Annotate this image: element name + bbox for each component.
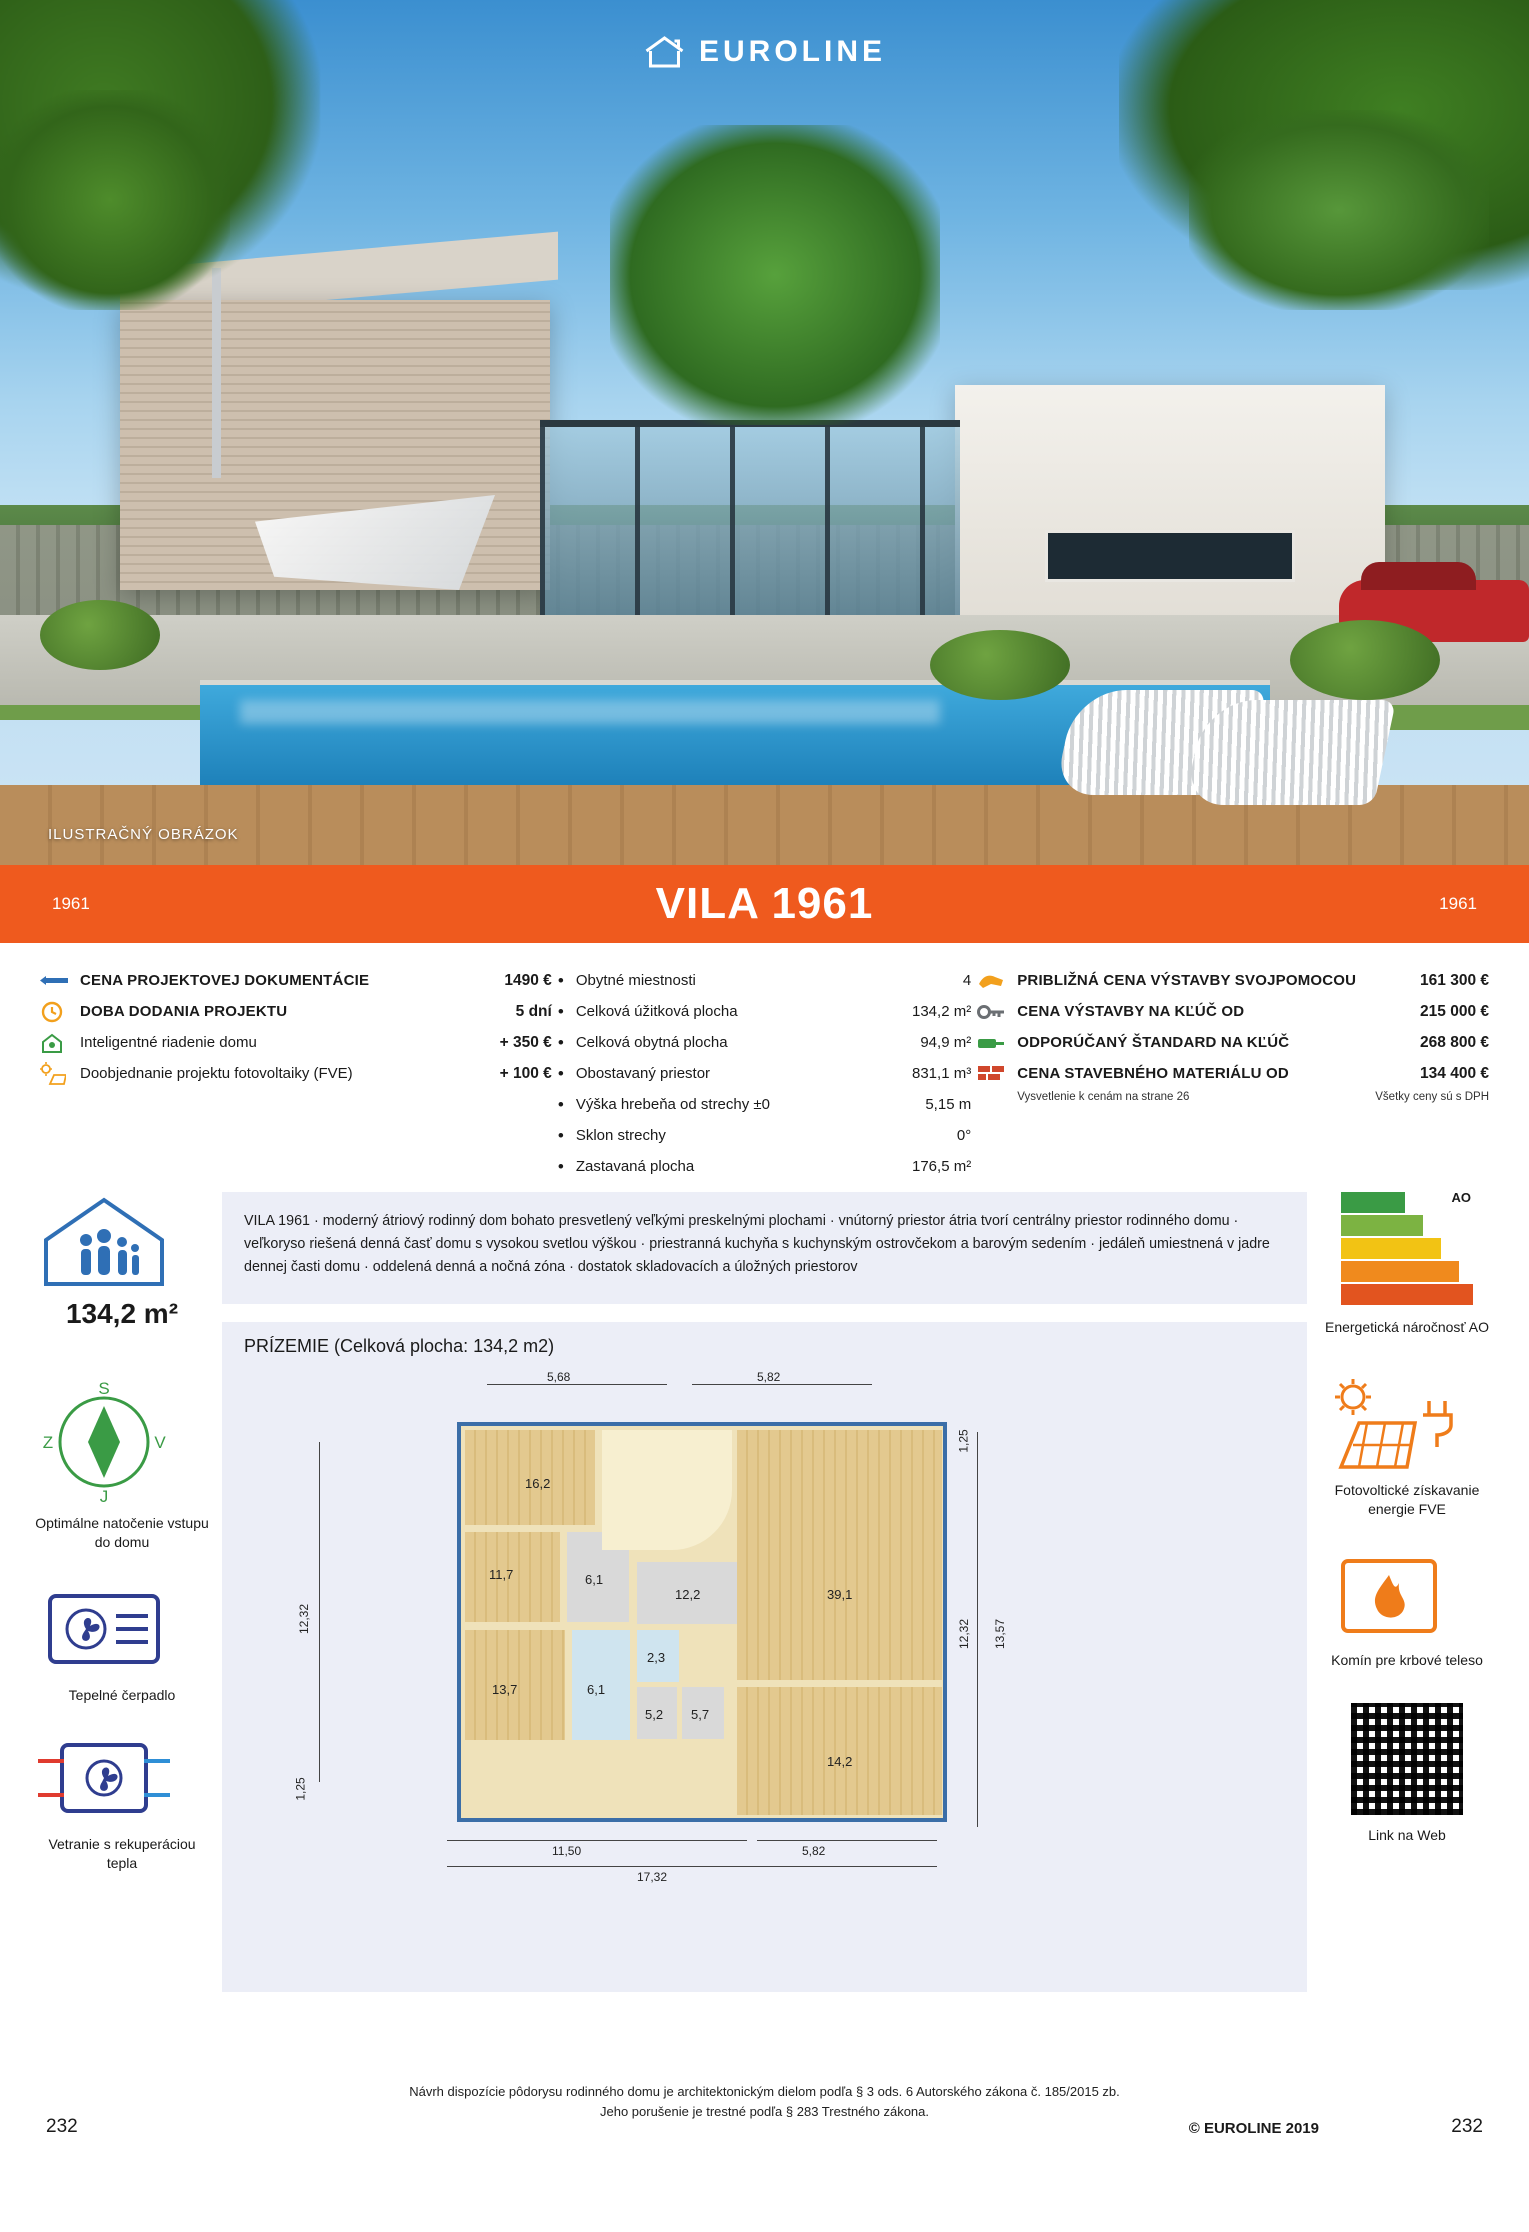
param-label: Celková obytná plocha [575,1034,728,1051]
svg-text:J: J [99,1487,109,1506]
project-code-left: 1961 [52,894,90,913]
spec-label: ODPORÚČANÝ ŠTANDARD NA KĽÚČ [1017,1034,1290,1051]
param-value: 831,1 m³ [912,1065,972,1082]
price-note-left: Vysvetlenie k cenám na strane 26 [1017,1091,1190,1103]
spec-value: + 350 € [499,1033,552,1051]
rail-item-area [34,1192,210,1330]
spec-value: + 100 € [499,1064,552,1082]
photovoltaic-icon [1319,1377,1495,1473]
copyright: © EUROLINE 2019 [1188,2120,1319,2137]
page-number-right: 232 [1451,2116,1483,2137]
fireplace-icon [1319,1553,1495,1643]
energy-bar [1341,1261,1459,1282]
spec-row-photovoltaics [40,1058,552,1089]
dimension-line [447,1840,747,1841]
clock-icon [40,1000,80,1024]
project-code-right: 1961 [1439,894,1477,913]
bullet-icon [558,1002,576,1022]
illustration-caption: ILUSTRAČNÝ OBRÁZOK [48,826,239,843]
room-garage [737,1687,942,1815]
bullet-icon [558,1064,576,1084]
energy-label-icon [1341,1192,1473,1304]
page-number-left: 232 [46,2116,78,2137]
param-label: Celková úžitková plocha [575,1003,738,1020]
list-item [558,996,971,1027]
bush [1290,620,1440,700]
legal-notice [385,2082,1145,2121]
rail-caption: Energetická náročnosť AO [1324,1319,1489,1335]
spec-row-selfbuild-price [977,965,1489,996]
param-value: 0° [956,1127,972,1144]
param-value: 94,9 m² [920,1034,972,1051]
bullet-icon [558,1095,576,1115]
ruler-icon [40,974,80,988]
spec-row-turnkey-price [977,996,1489,1027]
bullet-icon [558,971,576,991]
param-label: Sklon strechy [575,1127,666,1144]
spec-label: Inteligentné riadenie domu [80,1034,257,1051]
left-feature-rail [34,1192,210,1898]
param-label: Obytné miestnosti [575,972,696,989]
dimension-bottom-2: 5,82 [802,1844,826,1858]
dimension-bottom-1: 11,50 [552,1844,582,1858]
dimension-line [692,1384,872,1385]
spec-label: Doobjednanie projektu fotovoltaiky (FVE) [80,1065,353,1082]
param-value: 176,5 m² [912,1158,972,1175]
page-footer [0,2064,1529,2160]
dimension-line [319,1442,320,1782]
bullet-icon [558,1033,576,1053]
title-bar [0,865,1529,943]
energy-bar [1341,1238,1441,1259]
spec-value: 215 000 € [1420,1002,1490,1020]
room-area-label: 11,7 [489,1567,514,1582]
rail-item-energy-class [1319,1192,1495,1337]
glazed-atrium [540,420,960,620]
house-white-wing [955,385,1385,620]
spec-value: 5 dní [515,1002,552,1020]
room-area-label: 6,1 [585,1572,604,1587]
dimension-line [487,1384,667,1385]
spec-label: DOBA DODANIA PROJEKTU [80,1003,288,1020]
spec-label: CENA PROJEKTOVEJ DOKUMENTÁCIE [80,972,370,989]
param-label: Zastavaná plocha [575,1158,695,1175]
spec-label: PRIBLIŽNÁ CENA VÝSTAVBY SVOJPOMOCOU [1017,972,1357,989]
parameters-list [558,965,971,1182]
dimension-top-2: 5,82 [757,1370,781,1384]
room-area-label: 13,7 [492,1682,518,1697]
tree-center [610,125,940,425]
pool-reflection [240,700,940,724]
room-area-label: 5,7 [691,1707,710,1722]
bush [930,630,1070,700]
page-title: VILA 1961 [655,879,874,928]
rail-caption: Fotovoltické získavanie energie FVE [1334,1481,1480,1517]
dimension-right-1: 1,25 [956,1429,971,1453]
rail-item-orientation [34,1376,210,1552]
energy-class-badge: AO [1451,1190,1471,1205]
energy-bar [1341,1215,1423,1236]
dimension-line [447,1866,937,1867]
spec-row-smart-home [40,1027,552,1058]
rail-caption: Tepelné čerpadlo [68,1686,176,1703]
window-strip [1045,530,1295,582]
qr-code-icon[interactable] [1348,1700,1466,1818]
rail-item-ventilation [34,1735,210,1873]
bullet-icon [558,1157,576,1177]
tree-left-lower [0,90,230,310]
spec-value: 161 300 € [1420,971,1490,989]
brand-logo [643,35,886,69]
key-icon [977,1003,1017,1021]
room-living-area [737,1430,942,1680]
standard-icon [977,1034,1017,1052]
rail-item-web-link[interactable] [1319,1700,1495,1845]
bullet-icon [558,1126,576,1146]
atrium-courtyard [602,1430,732,1550]
spec-value: 268 800 € [1420,1033,1490,1051]
bush [40,600,160,670]
rail-caption: Link na Web [1368,1826,1446,1843]
rail-item-heat-pump [34,1586,210,1705]
dimension-left-1: 12,32 [297,1603,312,1635]
list-item [558,1058,971,1089]
dimension-bottom-3: 17,32 [637,1870,668,1884]
list-item [558,965,971,996]
param-value: 134,2 m² [912,1003,972,1020]
dimension-line [977,1432,978,1827]
specs-parameters-column [558,965,971,1182]
param-label: Obostavaný priestor [575,1065,711,1082]
rail-item-fireplace [1319,1553,1495,1670]
dimension-line [757,1840,937,1841]
room-area-label: 39,1 [827,1587,853,1602]
param-value: 4 [962,972,972,989]
brand-name: EUROLINE [698,35,887,68]
sun-lounger [1184,700,1396,805]
rail-caption: Optimálne natočenie vstupu do domu [35,1515,209,1550]
heat-pump-icon [34,1586,210,1678]
list-item [558,1089,971,1120]
ventilation-icon [34,1735,210,1827]
house-outline-icon [643,35,685,69]
energy-bar [1341,1192,1405,1213]
total-area-value: 134,2 m² [65,1298,179,1329]
solar-panel-icon [40,1062,80,1086]
price-notes [977,1089,1489,1103]
svg-text:V: V [154,1433,166,1452]
energy-bar [1341,1284,1473,1305]
dimension-right-2: 12,32 [957,1618,972,1650]
project-description: VILA 1961 · moderný átriový rodinný dom bohato presvetlený veľkými preskelnými plochami · vnútorný priestor átria tvorí centrálny priestor rodinného domu · veľkoryso riešená denná časť domu s vysokou svetlou výškou · priestranná kuchyňa s kuchynským ostrovčekom a barovým sedením · jedáleň umiestnená v jadre dennej časti domu · oddelená denná a nočná zóna · dostatok skladovacích a úložných priestorov [222,1192,1307,1304]
rail-item-photovoltaics [1319,1377,1495,1519]
legal-line-2: Jeho porušenie je trestné podľa § 283 Trestného zákona. [599,2103,930,2119]
spec-label: CENA STAVEBNÉHO MATERIÁLU OD [1017,1065,1289,1082]
right-feature-rail [1319,1192,1495,1870]
spec-row-recommended-standard [977,1027,1489,1058]
room-area-label: 12,2 [675,1587,701,1602]
spec-row-documentation-price [40,965,552,996]
dimension-left-2: 1,25 [293,1777,308,1801]
dimension-top-1: 5,68 [547,1370,571,1384]
specs-strip [0,943,1529,1192]
param-value: 5,15 m [925,1096,972,1113]
list-item [558,1120,971,1151]
price-note-right: Všetky ceny sú s DPH [1375,1091,1490,1103]
svg-text:Z: Z [42,1433,54,1452]
smart-home-icon [40,1031,80,1055]
dimension-right-3: 13,57 [993,1618,1008,1650]
list-item [558,1027,971,1058]
rail-caption: Komín pre krbové teleso [1331,1651,1483,1668]
param-label: Výška hrebeňa od strechy ±0 [575,1096,770,1113]
hero-image [0,0,1529,865]
floorplan-title: PRÍZEMIE (Celková plocha: 134,2 m2) [244,1336,555,1356]
rail-caption: Vetranie s rekuperáciou tepla [48,1835,196,1871]
specs-pricing-column [40,965,552,1182]
spec-value: 134 400 € [1420,1064,1490,1082]
room-area-label: 5,2 [645,1707,664,1722]
spec-label: CENA VÝSTAVBY NA KĽÚČ OD [1017,1003,1245,1020]
family-house-icon [34,1192,210,1292]
spec-value: 1490 € [504,971,552,989]
spec-row-delivery-time [40,996,552,1027]
spec-row-material-price [977,1058,1489,1089]
room-area-label: 14,2 [827,1754,853,1769]
bricks-icon [977,1065,1017,1083]
list-item [558,1151,971,1182]
specs-construction-column [977,965,1489,1182]
room-area-label: 6,1 [587,1682,606,1697]
hands-icon [977,970,1017,992]
svg-text:S: S [98,1379,110,1398]
floorplan-drawing [293,1370,1227,1962]
floorplan-panel [222,1322,1307,1992]
tree-right-lower [1189,110,1489,310]
room-area-label: 2,3 [647,1650,666,1665]
room-area-label: 16,2 [525,1476,551,1491]
legal-line-1: Návrh dispozície pôdorysu rodinného domu je architektonickým dielom podľa § 3 ods. 6 Autorského zákona č. 185/2015 zb. [409,2084,1120,2099]
compass-icon [34,1376,210,1506]
